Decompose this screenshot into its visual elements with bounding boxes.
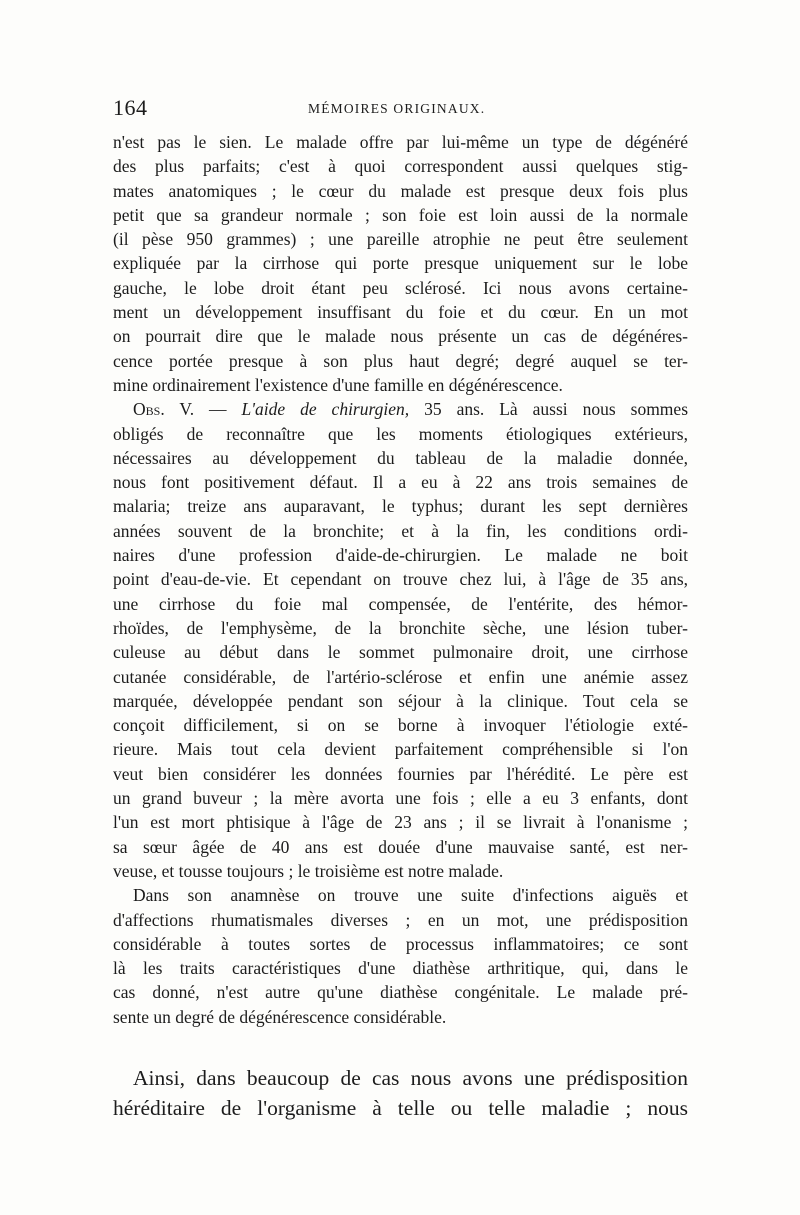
text-line: on pourrait dire que le malade nous présente un cas de dégénéres-: [113, 326, 688, 347]
text-line: cutanée considérable, de l'artério-sclérose et enfin une anémie assez: [113, 666, 688, 687]
text-line: culeuse au début dans le sommet pulmonaire droit, une cirrhose: [113, 642, 688, 663]
text-line: conçoit difficilement, si on se borne à invoquer l'étiologie exté-: [113, 715, 688, 736]
text-line: petit que sa grandeur normale ; son foie est loin aussi de la normale: [113, 204, 688, 225]
text-line: rhoïdes, de l'emphysème, de la bronchite sèche, une lésion tuber-: [113, 617, 688, 638]
text-line: veut bien considérer les données fournies par l'hérédité. Le père est: [113, 763, 688, 784]
text-line: nous font positivement défaut. Il a eu à 22 ans trois semaines de: [113, 472, 688, 493]
text-line: années souvent de la bronchite; et à la fin, les conditions ordi-: [113, 520, 688, 541]
text-line: point d'eau-de-vie. Et cependant on trouve chez lui, à l'âge de 35 ans,: [113, 569, 688, 590]
text-line: là les traits caractéristiques d'une diathèse arthritique, qui, dans le: [113, 958, 688, 979]
text-line: sente un degré de dégénérescence considérable.: [113, 1006, 447, 1027]
text-line: marquée, développée pendant son séjour à la clinique. Tout cela se: [113, 690, 688, 711]
text-line: veuse, et tousse toujours ; le troisième est notre malade.: [113, 860, 504, 881]
text-line: nécessaires au développement du tableau de la maladie donnée,: [113, 447, 688, 468]
paragraph-continuation: [113, 130, 688, 397]
observation-first-line: [113, 397, 688, 421]
text-line: l'un est mort phtisique à l'âge de 23 ans ; il se livrait à l'onanisme ;: [113, 812, 688, 833]
text-line: obligés de reconnaître que les moments étiologiques extérieurs,: [113, 423, 688, 444]
observation-first-line-rest: 35 ans. Là aussi nous sommes: [409, 399, 688, 420]
text-line: un grand buveur ; la mère avorta une fois ; elle a eu 3 enfants, dont: [113, 788, 688, 809]
text-line: cence portée presque à son plus haut degré; degré auquel se ter-: [113, 350, 688, 371]
text-line: naires d'une profession d'aide-de-chirurgien. Le malade ne boit: [113, 545, 688, 566]
page-number: 164: [113, 95, 148, 120]
text-line: rieure. Mais tout cela devient parfaitement compréhensible si l'on: [113, 739, 688, 760]
text-line: mates anatomiques ; le cœur du malade est presque deux fois plus: [113, 180, 688, 201]
body-text: [113, 130, 688, 1123]
paragraph: [113, 883, 688, 1029]
running-title: MÉMOIRES ORIGINAUX.: [308, 101, 486, 116]
observation-paragraph: [113, 397, 688, 883]
text-line: sa sœur âgée de 40 ans est douée d'une mauvaise santé, est ner-: [113, 836, 688, 857]
observation-label: Obs. V. —: [133, 399, 242, 420]
text-line: héréditaire de l'organisme à telle ou telle maladie ; nous: [113, 1095, 688, 1120]
text-line: considérable à toutes sortes de processus inflammatoires; ce sont: [113, 933, 688, 954]
text-line: une cirrhose du foie mal compensée, de l'entérite, des hémor-: [113, 593, 688, 614]
text-line: gauche, le lobe droit étant peu sclérosé. Ici nous avons certaine-: [113, 277, 688, 298]
text-line: Ainsi, dans beaucoup de cas nous avons une prédisposition: [133, 1065, 688, 1090]
text-line: expliquée par la cirrhose qui porte presque uniquement sur le lobe: [113, 253, 688, 274]
paragraph-large: [113, 1063, 688, 1123]
text-line: des plus parfaits; c'est à quoi correspondent aussi quelques stig-: [113, 156, 688, 177]
text-line: cas donné, n'est autre qu'une diathèse congénitale. Le malade pré-: [113, 982, 688, 1003]
text-line: (il pèse 950 grammes) ; une pareille atrophie ne peut être seulement: [113, 229, 688, 250]
text-line: ment un développement insuffisant du foie et du cœur. En un mot: [113, 302, 688, 323]
text-line: malaria; treize ans auparavant, le typhus; durant les sept dernières: [113, 496, 688, 517]
text-line: Dans son anamnèse on trouve une suite d'infections aiguës et: [133, 885, 688, 906]
observation-title: L'aide de chirurgien,: [241, 399, 410, 420]
section-gap: [113, 1029, 688, 1063]
text-line: n'est pas le sien. Le malade offre par lui-même un type de dégénéré: [113, 132, 688, 152]
text-line: mine ordinairement l'existence d'une famille en dégénérescence.: [113, 374, 563, 395]
text-line: d'affections rhumatismales diverses ; en un mot, une prédisposition: [113, 909, 688, 930]
running-head: [113, 95, 688, 125]
